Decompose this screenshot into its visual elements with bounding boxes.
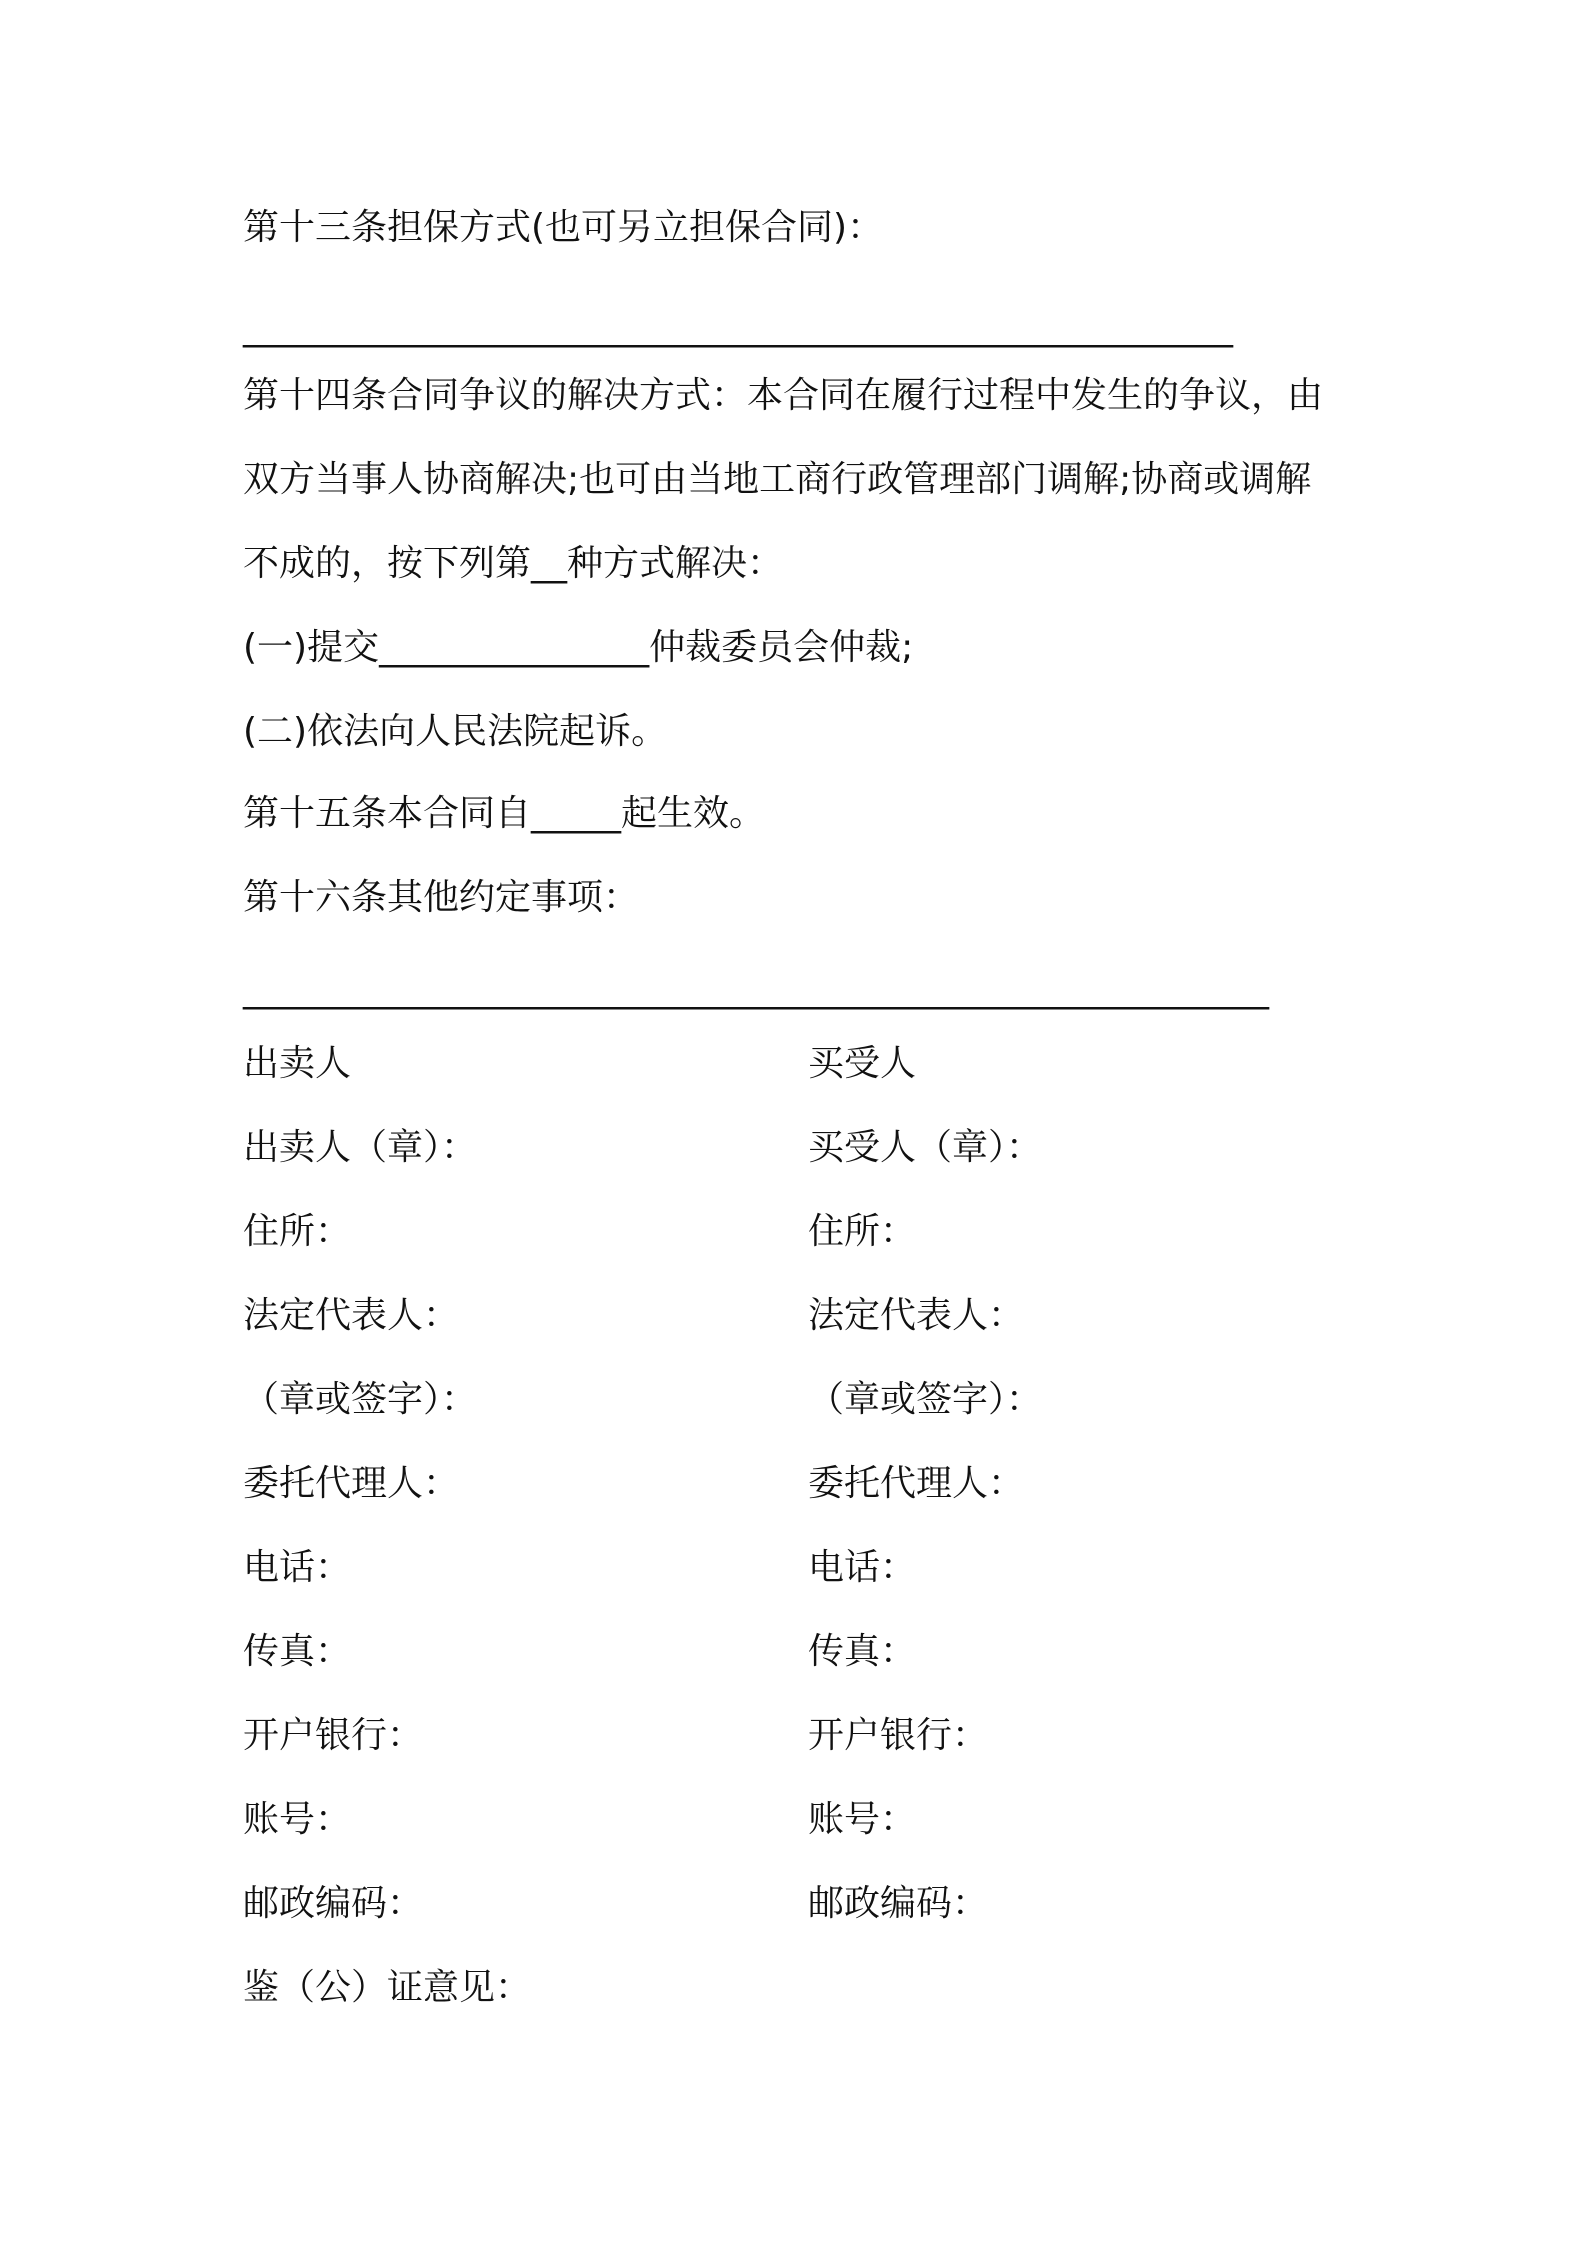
buyer-seal: 买受人（章）： [808,1127,1043,1168]
seller-agent: 委托代理人： [243,1463,460,1504]
option-1: (一)提交_______________仲裁委员会仲裁; [243,627,914,668]
clause-14-line-3: 不成的，按下列第__种方式解决： [243,543,784,584]
clause-13: 第十三条担保方式(也可另立担保合同)： [243,207,884,248]
buyer-phone: 电话： [808,1547,917,1588]
seller-phone: 电话： [243,1547,352,1588]
buyer-bank: 开户银行： [808,1715,989,1756]
buyer-sign: （章或签字）： [808,1379,1043,1420]
seller-title: 出卖人 [243,1043,352,1084]
seller-fax: 传真： [243,1631,352,1672]
option-2: (二)依法向人民法院起诉。 [243,711,668,752]
buyer-agent: 委托代理人： [808,1463,1025,1504]
seller-account: 账号： [243,1799,352,1840]
notary-opinion: 鉴（公）证意见： [243,1967,532,2008]
clause-14-line-1: 第十四条合同争议的解决方式：本合同在履行过程中发生的争议，由 [243,375,1324,416]
seller-legal-rep: 法定代表人： [243,1295,460,1336]
seller-postcode: 邮政编码： [243,1883,424,1924]
buyer-fax: 传真： [808,1631,917,1672]
clause-15: 第十五条本合同自_____起生效。 [243,793,766,834]
blank-line-2: _________________________________________________________ [243,969,1269,1010]
clause-16: 第十六条其他约定事项： [243,877,640,918]
clause-14-line-2: 双方当事人协商解决;也可由当地工商行政管理部门调解;协商或调解 [243,459,1312,500]
buyer-address: 住所： [808,1211,917,1252]
buyer-account: 账号： [808,1799,917,1840]
blank-line-1: _______________________________________________________ [243,307,1233,348]
seller-address: 住所： [243,1211,352,1252]
buyer-legal-rep: 法定代表人： [808,1295,1025,1336]
seller-bank: 开户银行： [243,1715,424,1756]
buyer-title: 买受人 [808,1043,917,1084]
seller-seal: 出卖人（章）： [243,1127,478,1168]
seller-sign: （章或签字）： [243,1379,478,1420]
buyer-postcode: 邮政编码： [808,1883,989,1924]
